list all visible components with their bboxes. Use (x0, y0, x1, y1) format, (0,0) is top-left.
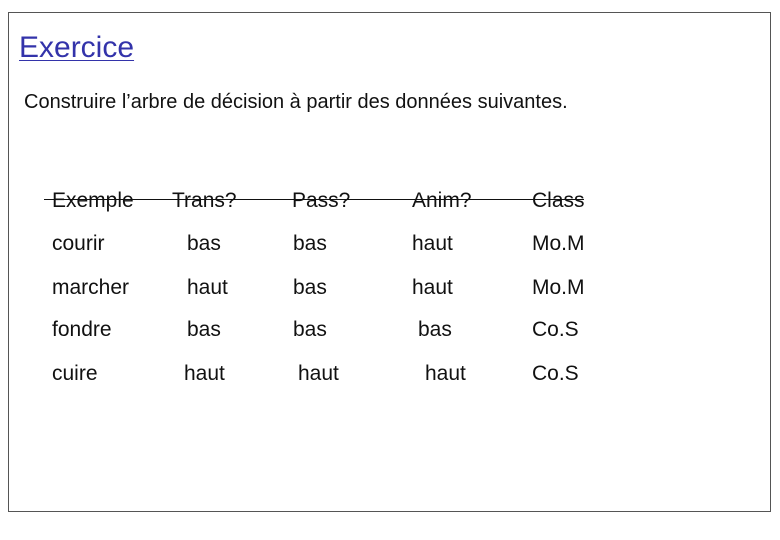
table-header-pass: Pass? (292, 189, 351, 212)
table-cell-class: Mo.M (532, 276, 585, 299)
table-cell-anim: haut (425, 362, 466, 385)
table-cell-class: Co.S (532, 362, 579, 385)
slide-title: Exercice (19, 31, 135, 64)
table-header-exemple: Exemple (52, 189, 134, 212)
table-cell-anim: haut (412, 232, 453, 255)
table-header-class: Class (532, 189, 585, 212)
table-header-anim: Anim? (412, 189, 472, 212)
table-cell-trans: bas (187, 232, 221, 255)
table-cell-exemple: cuire (52, 362, 98, 385)
table-cell-class: Co.S (532, 318, 579, 341)
table-cell-class: Mo.M (532, 232, 585, 255)
table-cell-trans: bas (187, 318, 221, 341)
table-cell-anim: bas (418, 318, 452, 341)
table-cell-trans: haut (184, 362, 225, 385)
table-cell-exemple: fondre (52, 318, 112, 341)
table-cell-trans: haut (187, 276, 228, 299)
instruction-text: Construire l’arbre de décision à partir des données suivantes. (24, 91, 568, 113)
table-cell-exemple: marcher (52, 276, 130, 299)
table-cell-pass: bas (293, 318, 327, 341)
table-cell-exemple: courir (52, 232, 105, 255)
table-header-trans: Trans? (172, 189, 237, 212)
table-cell-anim: haut (412, 276, 453, 299)
table-cell-pass: bas (293, 276, 327, 299)
table-cell-pass: bas (293, 232, 327, 255)
slide-frame (8, 12, 771, 512)
table-cell-pass: haut (298, 362, 339, 385)
